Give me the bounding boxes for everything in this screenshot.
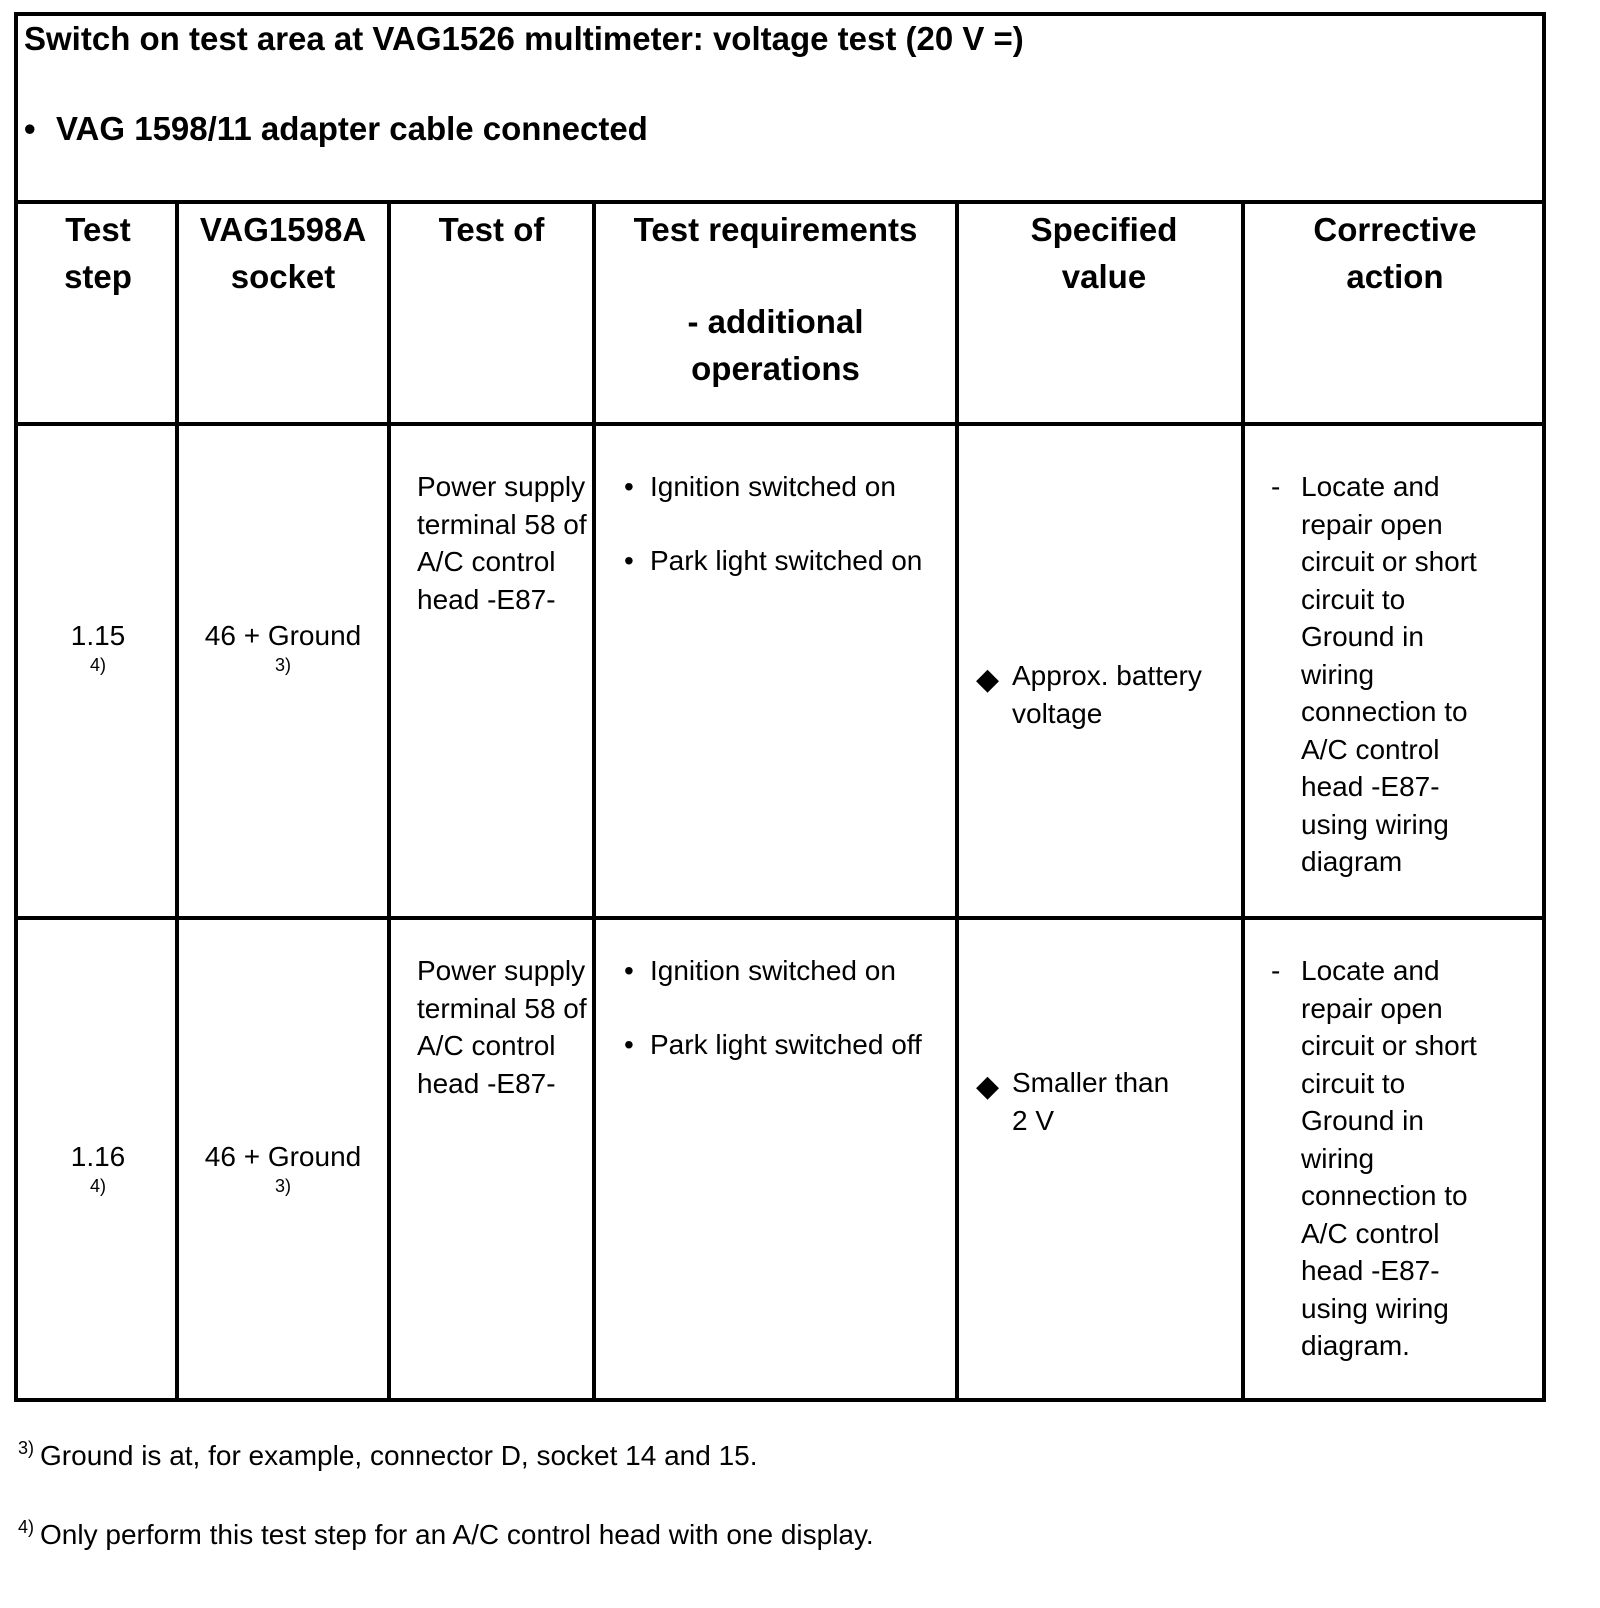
cell-corrective xyxy=(1271,952,1501,1365)
footnote-ref: 3) xyxy=(274,1175,291,1196)
cell-requirements xyxy=(624,952,924,1099)
list-item: • Park light switched off xyxy=(624,1026,924,1064)
header-test-step: Test step xyxy=(64,211,132,295)
footnote-text: Ground is at, for example, connector D, socket 14 and 15. xyxy=(40,1440,758,1471)
test-step-value: 1.16 xyxy=(70,1141,126,1172)
header-corrective: Corrective action xyxy=(1313,211,1477,295)
footnote xyxy=(18,1519,874,1551)
footnote-mark: 4) xyxy=(18,1517,35,1537)
column-divider xyxy=(175,200,179,1398)
footnote-ref: 3) xyxy=(274,654,291,675)
footnote-text: Only perform this test step for an A/C control head with one display. xyxy=(40,1519,874,1550)
socket-value: 46 + Ground xyxy=(204,1141,362,1172)
diamond-icon: ◆ xyxy=(976,1070,1000,1103)
bullet-icon: • xyxy=(24,110,36,147)
specified-value: Approx. battery voltage xyxy=(1012,660,1202,729)
specified-value: Smaller than 2 V xyxy=(1012,1067,1170,1136)
header-requirements-title: Test requirements xyxy=(633,211,918,248)
header-specified: Specified value xyxy=(1030,211,1178,295)
header-test-of: Test of xyxy=(438,211,545,248)
intro-condition xyxy=(24,110,648,148)
bullet-icon: • xyxy=(624,471,634,502)
test-step-value: 1.15 xyxy=(70,620,126,651)
dash-icon: - xyxy=(1271,471,1281,502)
list-item: • Ignition switched on xyxy=(624,468,924,506)
corrective-text: Locate and repair open circuit or short circuit to Ground in wiring connection to A/C control head -E87- using wiring diagram. xyxy=(1301,955,1477,1361)
bullet-icon: • xyxy=(624,1028,634,1060)
column-divider xyxy=(1241,200,1245,1398)
bullet-icon: • xyxy=(624,955,634,986)
footnote xyxy=(18,1440,758,1472)
row-divider xyxy=(18,422,1542,426)
cell-test-step xyxy=(38,617,158,675)
cell-test-step xyxy=(38,1138,158,1196)
header-requirements xyxy=(596,206,955,392)
header-requirements-sub: - additional operations xyxy=(687,303,864,387)
dash-icon: - xyxy=(1271,955,1281,986)
cell-requirements xyxy=(624,468,924,615)
corrective-text: Locate and repair open circuit or short circuit to Ground in wiring connection to A/C control head -E87- using wiring diagram xyxy=(1301,471,1477,877)
row-divider xyxy=(18,916,1542,920)
column-divider xyxy=(387,200,391,1398)
cell-socket xyxy=(179,617,387,675)
test-table xyxy=(14,12,1546,1402)
bullet-icon: • xyxy=(624,544,634,576)
cell-socket xyxy=(179,1138,387,1196)
cell-test-of: Power supply terminal 58 of A/C control head -E87- xyxy=(417,471,587,615)
cell-corrective xyxy=(1271,468,1501,881)
diamond-icon: ◆ xyxy=(976,663,1000,696)
column-divider xyxy=(955,200,959,1398)
intro-condition-text: VAG 1598/11 adapter cable connected xyxy=(56,110,648,147)
cell-test-of: Power supply terminal 58 of A/C control head -E87- xyxy=(417,955,587,1099)
header-socket: VAG1598A socket xyxy=(199,211,367,295)
footnote-mark: 3) xyxy=(18,1438,35,1458)
footnote-ref: 4) xyxy=(89,1175,106,1196)
socket-value: 46 + Ground xyxy=(204,620,362,651)
list-item: • Park light switched on xyxy=(624,542,924,580)
cell-specified xyxy=(976,1064,1176,1139)
list-item: • Ignition switched on xyxy=(624,952,924,990)
intro-block xyxy=(18,16,1542,204)
intro-title: Switch on test area at VAG1526 multimeter: voltage test (20 V =) xyxy=(24,20,1024,57)
cell-specified xyxy=(976,657,1226,732)
footnote-ref: 4) xyxy=(89,654,106,675)
